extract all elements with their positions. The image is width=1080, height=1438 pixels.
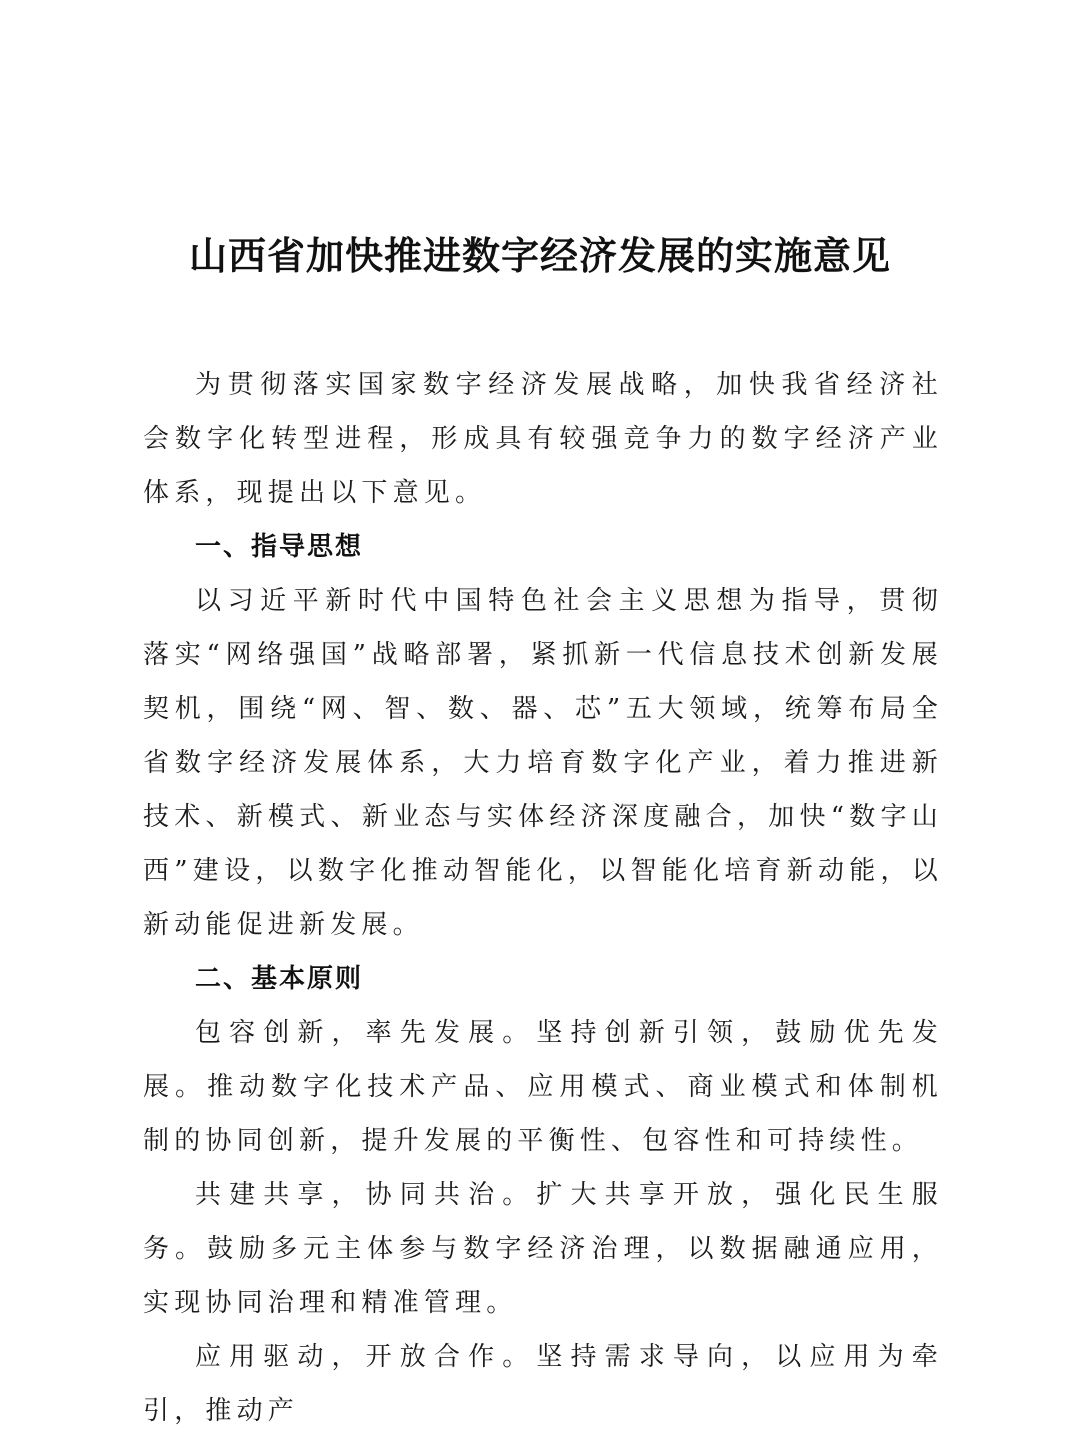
section-heading-basic-principles: 二、基本原则 [195, 964, 364, 994]
principle-paragraph-application: 应用驱动，开放合作。坚持需求导向，以应用为牵引，推动产 [143, 1342, 943, 1426]
section-heading-guiding-ideology: 一、指导思想 [195, 532, 364, 562]
document-title: 山西省加快推进数字经济发展的实施意见 [188, 233, 891, 278]
guiding-ideology-paragraph: 以习近平新时代中国特色社会主义思想为指导，贯彻落实“网络强国”战略部署，紧抓新一代信息技术创新发展契机，围绕“网、智、数、器、芯”五大领域，统筹布局全省数字经济发展体系，大力培育数字化产业，着力推进新技术、新模式、新业态与实体经济深度融合，加快“数字山西”建设，以数字化推动智能化，以智能化培育新动能，以新动能促进新发展。 [143, 586, 943, 940]
principle-paragraph-sharing: 共建共享，协同共治。扩大共享开放，强化民生服务。鼓励多元主体参与数字经济治理，以数据融通应用，实现协同治理和精准管理。 [143, 1180, 943, 1318]
principle-paragraph-innovation: 包容创新，率先发展。坚持创新引领，鼓励优先发展。推动数字化技术产品、应用模式、商业模式和体制机制的协同创新，提升发展的平衡性、包容性和可持续性。 [143, 1018, 943, 1156]
intro-paragraph: 为贯彻落实国家数字经济发展战略，加快我省经济社会数字化转型进程，形成具有较强竞争力的数字经济产业体系，现提出以下意见。 [143, 370, 943, 508]
document-body [143, 358, 943, 1438]
